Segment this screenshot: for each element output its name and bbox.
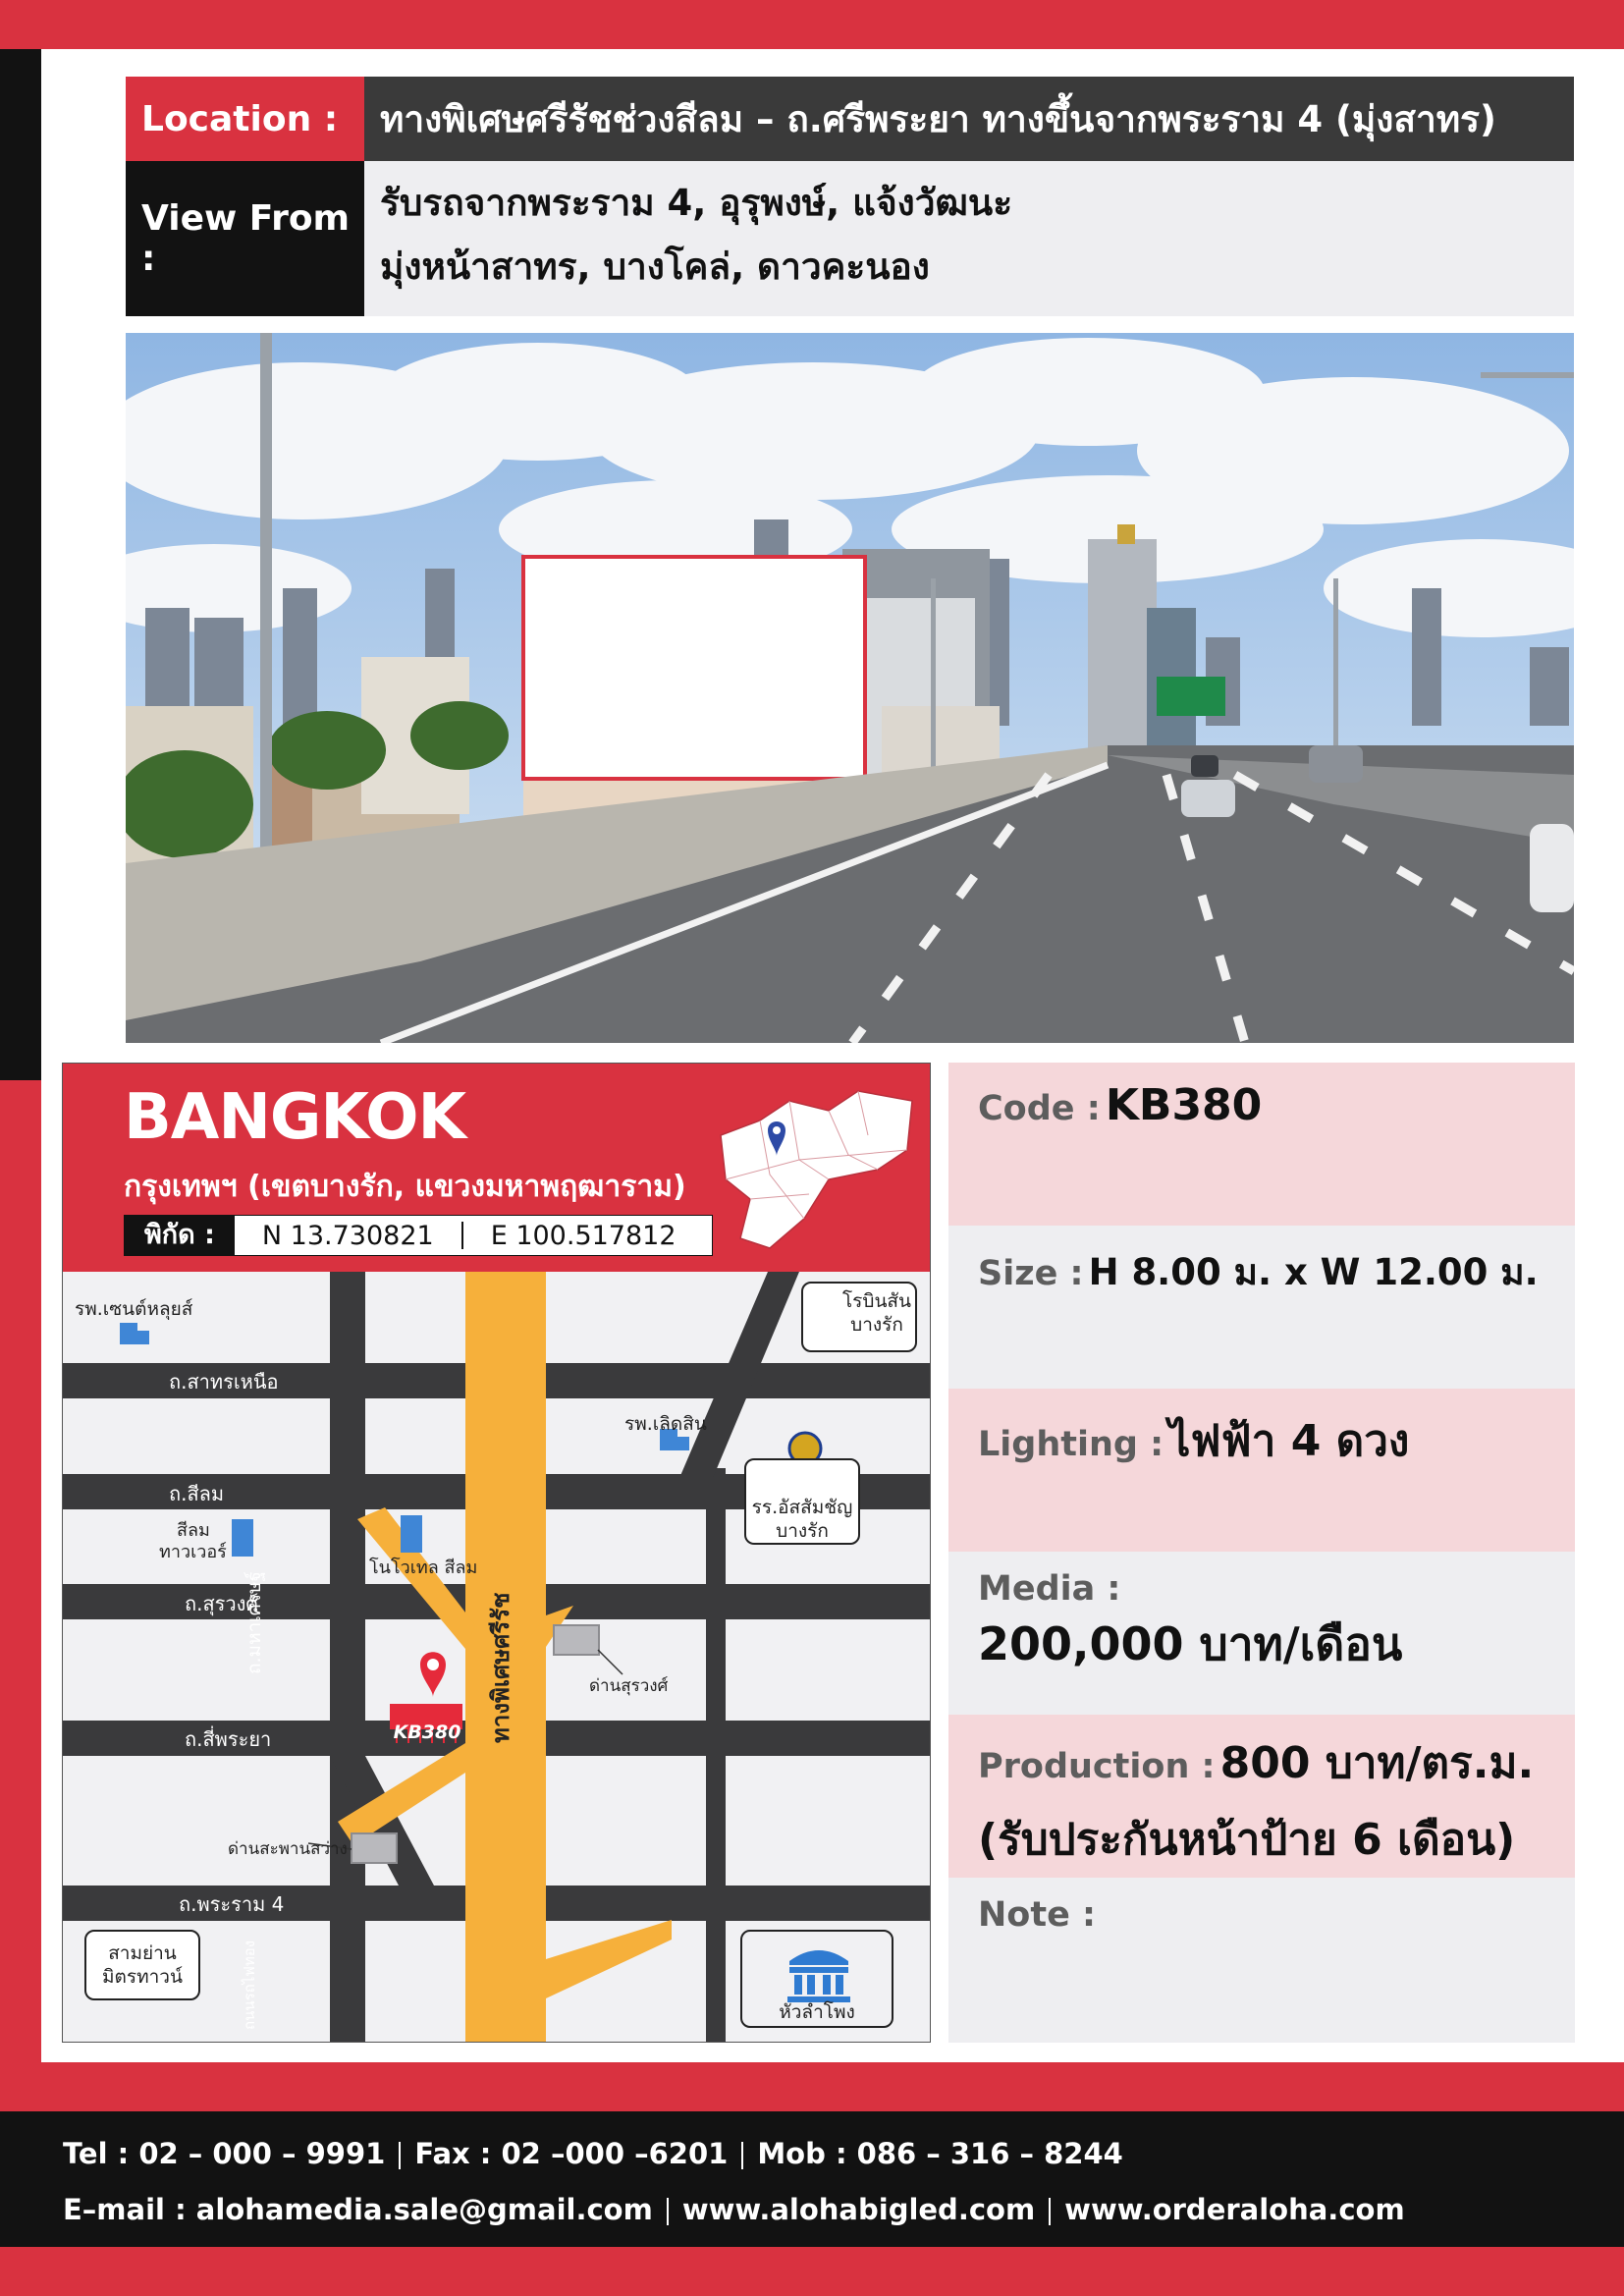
footer-web-line: [63, 2193, 1405, 2226]
longitude: E 100.517812: [490, 1220, 677, 1251]
landmark-assumption: [744, 1458, 860, 1545]
billboard-panel: [523, 557, 865, 779]
view-from-line-2: มุ่งหน้าสาทร, บางโคล่, ดาวคะนอง: [380, 246, 930, 288]
landmark-surawong-toll: ด่านสุรวงศ์: [589, 1676, 669, 1696]
hualamphong-label: หัวลำโพง: [779, 2001, 855, 2023]
footer-website-1[interactable]: www.alohabigled.com: [681, 2193, 1036, 2226]
coordinates-bar: [124, 1215, 713, 1256]
view-from-value: [364, 161, 1574, 316]
view-from-label-text: View From :: [141, 198, 351, 279]
footer-mob: Mob : 086 – 316 – 8244: [757, 2137, 1123, 2170]
assumption-line-1: รร.อัสสัมชัญ: [751, 1497, 853, 1518]
location-label-text: Location :: [141, 98, 339, 139]
landmark-saint-louis: รพ.เซนต์หลุยส์: [75, 1298, 193, 1320]
code-value: KB380: [1105, 1080, 1263, 1130]
landmark-robinson: [801, 1282, 917, 1352]
location-map: [62, 1063, 931, 2043]
landmark-silom-tower-1: สีลม: [177, 1520, 210, 1541]
coordinates-label: พิกัด :: [125, 1215, 235, 1256]
map-city-title: BANGKOK: [124, 1081, 466, 1154]
footer-phone-line: [63, 2137, 1123, 2170]
footer-divider: [399, 2142, 401, 2169]
code-label: Code :: [978, 1089, 1101, 1128]
production-box: [948, 1715, 1575, 1878]
footer-divider: [667, 2198, 669, 2225]
expressway-label: ทางพิเศษศรีรัช: [487, 1592, 514, 1743]
landmark-samyan: [84, 1930, 200, 2000]
road-sathorn-nuea: ถ.สาทรเหนือ: [169, 1370, 279, 1394]
footer-fax: Fax : 02 –000 –6201: [414, 2137, 729, 2170]
landmark-hualamphong: [740, 1930, 893, 2028]
landmark-novotel: โนโวเทล สีลม: [369, 1558, 478, 1578]
map-district: กรุงเทพฯ (เขตบางรัก, แขวงมหาพฤฒาราม): [124, 1170, 686, 1204]
latitude: N 13.730821: [261, 1220, 434, 1251]
media-value: 200,000 บาท/เดือน: [978, 1617, 1403, 1670]
footer-contact-bar: [0, 2111, 1624, 2247]
samyan-line-1: สามย่าน: [108, 1942, 177, 1964]
note-label: Note :: [978, 1895, 1096, 1935]
media-label: Media :: [978, 1569, 1121, 1609]
tower-building-icon: [232, 1519, 253, 1557]
note-box: [948, 1878, 1575, 2043]
samyan-line-2: มิตรทาวน์: [102, 1966, 183, 1988]
location-value-text: ทางพิเศษศรีรัชช่วงสีลม – ถ.ศรีพระยา ทางขึ้นจากพระราม 4 (มุ่งสาทร): [380, 97, 1496, 140]
bangkok-district-map: [711, 1081, 922, 1263]
location-value: [364, 77, 1574, 161]
footer-divider: [741, 2142, 743, 2169]
landmark-saphan-toll: ด่านสะพานสว่าง: [228, 1839, 348, 1859]
street-scene-illustration: [126, 333, 1574, 1043]
toll-booth-icon: [352, 1833, 397, 1863]
road-silom: ถ.สีลม: [169, 1482, 225, 1505]
size-box: [948, 1226, 1575, 1389]
size-label: Size :: [978, 1254, 1084, 1293]
lighting-label: Lighting :: [978, 1425, 1164, 1464]
landmark-lertsin: รพ.เลิดสิน: [624, 1413, 707, 1435]
toll-booth-icon: [554, 1625, 599, 1655]
road-rama4: ถ.พระราม 4: [179, 1892, 285, 1916]
view-from-label: [126, 161, 364, 316]
lighting-box: [948, 1389, 1575, 1552]
footer-website-2[interactable]: www.orderaloha.com: [1064, 2193, 1405, 2226]
footer-email[interactable]: E–mail : alohamedia.sale@gmail.com: [63, 2193, 653, 2226]
road-surawong: ถ.สุรวงศ์: [185, 1592, 259, 1615]
location-label: [126, 77, 364, 161]
footer-tel: Tel : 02 – 000 – 9991: [63, 2137, 386, 2170]
lighting-value: ไฟฟ้า 4 ดวง: [1168, 1416, 1410, 1466]
billboard-photo: [126, 333, 1574, 1043]
robinson-line-1: โรบินสัน: [841, 1290, 912, 1312]
production-value: 800 บาท/ตร.ม.: [1219, 1738, 1535, 1788]
landmark-silom-tower-2: ทาวเวอร์: [159, 1542, 227, 1562]
top-red-band: [0, 0, 1624, 49]
assumption-line-2: บางรัก: [776, 1520, 829, 1542]
road-si-phraya: ถ.สี่พระยา: [185, 1727, 272, 1751]
road-mahesak: ถ.มหาเศรษฐ์: [244, 1570, 265, 1674]
code-box: [948, 1063, 1575, 1226]
robinson-line-2: บางรัก: [850, 1314, 903, 1336]
footer-divider: [1049, 2198, 1051, 2225]
sign-code-label: KB380: [393, 1722, 461, 1743]
production-note: (รับประกันหน้าป้าย 6 เดือน): [978, 1815, 1516, 1865]
road-small-vertical: ถนนรถไฟทอง: [241, 1940, 258, 2030]
production-label: Production :: [978, 1747, 1216, 1786]
hotel-building-icon: [401, 1515, 422, 1553]
media-box: [948, 1552, 1575, 1715]
view-from-line-1: รับรถจากพระราม 4, อุรุพงษ์, แจ้งวัฒนะ: [380, 182, 1013, 224]
size-value: H 8.00 ม. x W 12.00 ม.: [1088, 1251, 1539, 1293]
